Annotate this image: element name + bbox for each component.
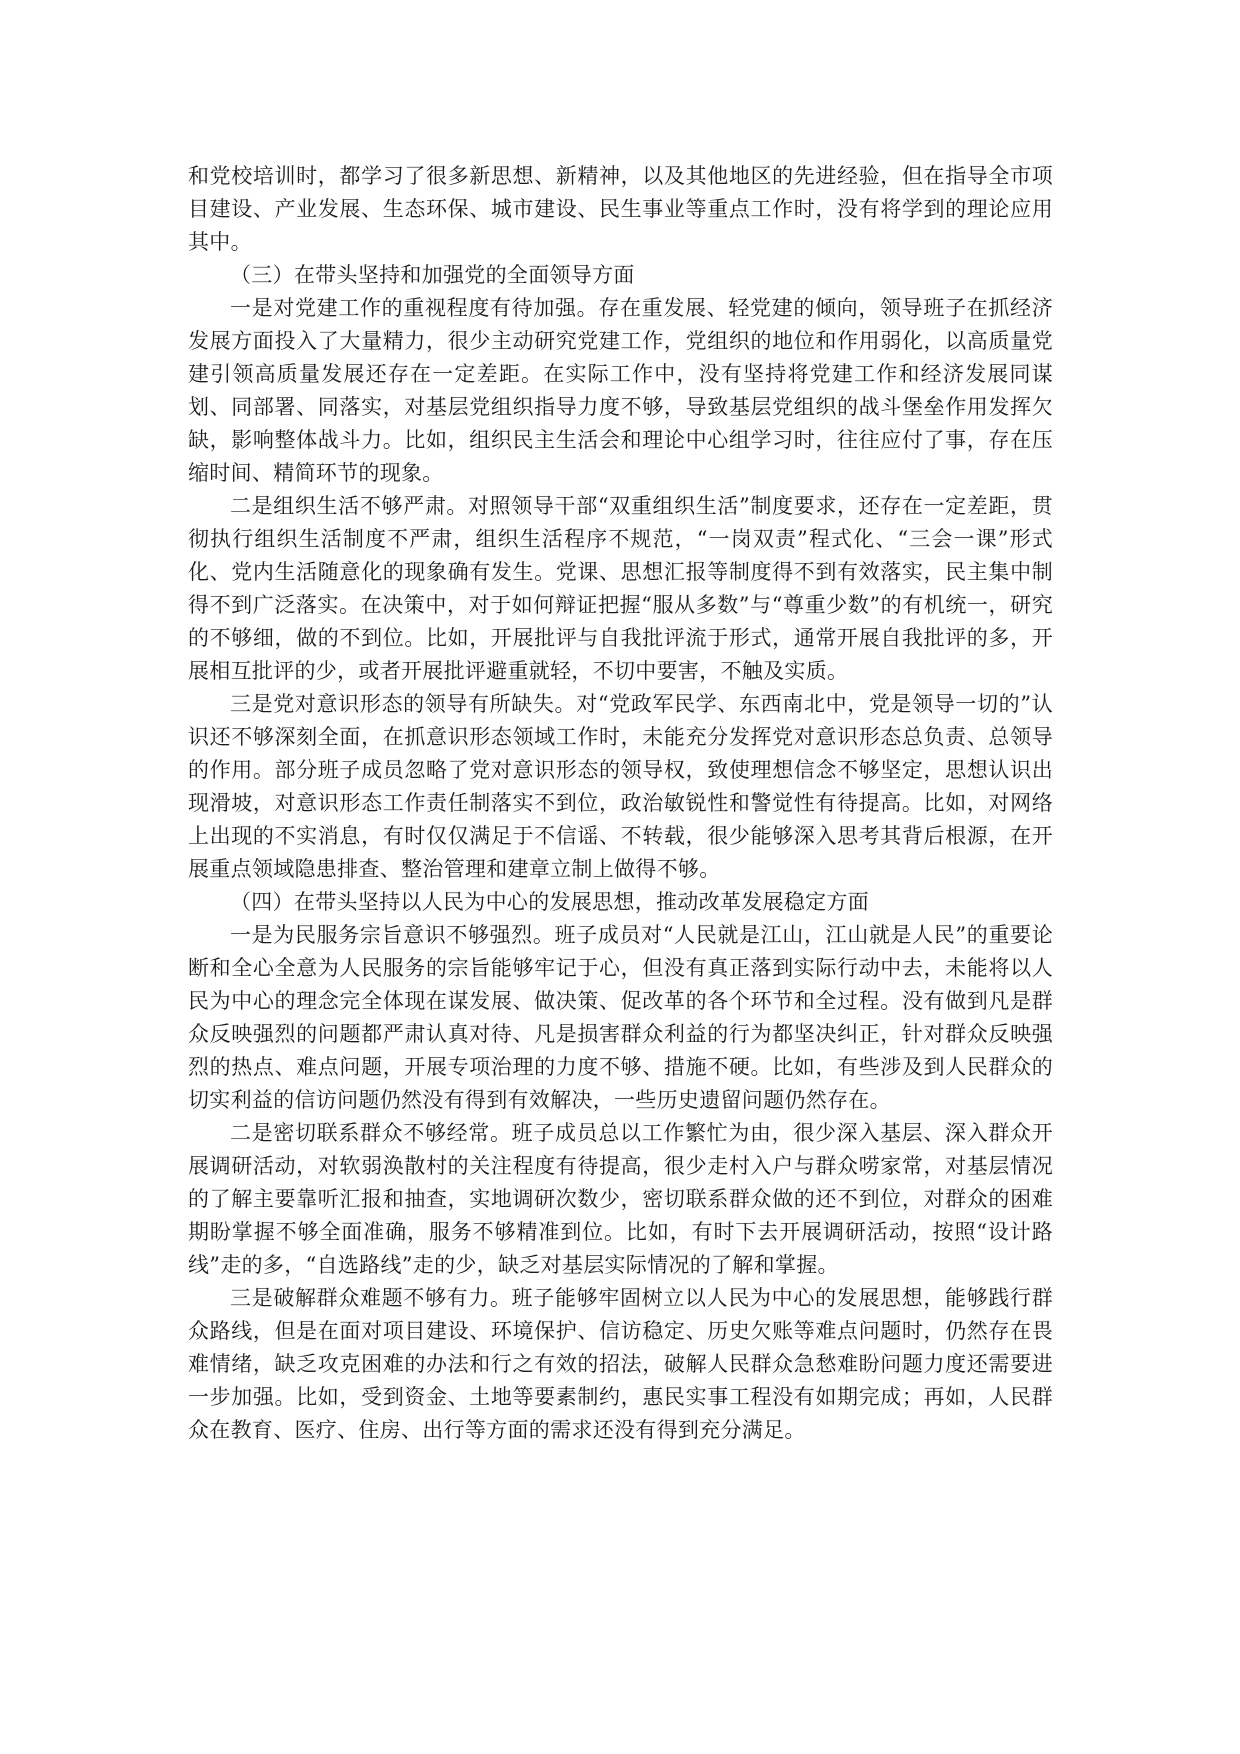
document-page <box>188 160 1053 1447</box>
paragraph-ideology: 三是党对意识形态的领导有所缺失。对“党政军民学、东西南北中，党是领导一切的”认识还不够深刻全面，在抓意识形态领域工作时，未能充分发挥党对意识形态总负责、总领导的作用。部分班子成员忽略了党对意识形态的领导权，致使理想信念不够坚定，思想认识出现滑坡，对意识形态工作责任制落实不到位，政治敏锐性和警觉性有待提高。比如，对网络上出现的不实消息，有时仅仅满足于不信谣、不转载，很少能够深入思考其背后根源，在开展重点领域隐患排查、整治管理和建章立制上做得不够。 <box>188 692 1053 881</box>
paragraph-service-awareness: 一是为民服务宗旨意识不够强烈。班子成员对“人民就是江山，江山就是人民”的重要论断和全心全意为人民服务的宗旨能够牢记于心，但没有真正落到实际行动中去，未能将以人民为中心的理念完全体现在谋发展、做决策、促改革的各个环节和全过程。没有做到凡是群众反映强烈的问题都严肃认真对待、凡是损害群众利益的行为都坚决纠正，针对群众反映强烈的热点、难点问题，开展专项治理的力度不够、措施不硬。比如，有些涉及到人民群众的切实利益的信访问题仍然没有得到有效解决，一些历史遗留问题仍然存在。 <box>188 923 1053 1112</box>
section-heading-4: （四）在带头坚持以人民为中心的发展思想，推动改革发展稳定方面 <box>230 890 869 914</box>
section-heading-3: （三）在带头坚持和加强党的全面领导方面 <box>230 263 635 287</box>
paragraph-party-building: 一是对党建工作的重视程度有待加强。存在重发展、轻党建的倾向，领导班子在抓经济发展方面投入了大量精力，很少主动研究党建工作，党组织的地位和作用弱化，以高质量党建引领高质量发展还存在一定差距。在实际工作中，没有坚持将党建工作和经济发展同谋划、同部署、同落实，对基层党组织指导力度不够，导致基层党组织的战斗堡垒作用发挥欠缺，影响整体战斗力。比如，组织民主生活会和理论中心组学习时，往往应付了事，存在压缩时间、精简环节的现象。 <box>188 296 1053 485</box>
paragraph-contact-masses: 二是密切联系群众不够经常。班子成员总以工作繁忙为由，很少深入基层、深入群众开展调研活动，对软弱涣散村的关注程度有待提高，很少走村入户与群众唠家常，对基层情况的了解主要靠听汇报和抽查，实地调研次数少，密切联系群众做的还不到位，对群众的困难期盼掌握不够全面准确，服务不够精准到位。比如，有时下去开展调研活动，按照“设计路线”走的多，“自选路线”走的少，缺乏对基层实际情况的了解和掌握。 <box>188 1121 1053 1277</box>
paragraph-solve-problems: 三是破解群众难题不够有力。班子能够牢固树立以人民为中心的发展思想，能够践行群众路线，但是在面对项目建设、环境保护、信访稳定、历史欠账等难点问题时，仍然存在畏难情绪，缺乏攻克困难的办法和行之有效的招法，破解人民群众急愁难盼问题力度还需要进一步加强。比如，受到资金、土地等要素制约，惠民实事工程没有如期完成；再如，人民群众在教育、医疗、住房、出行等方面的需求还没有得到充分满足。 <box>188 1286 1053 1442</box>
paragraph-organizational-life: 二是组织生活不够严肃。对照领导干部“双重组织生活”制度要求，还存在一定差距，贯彻执行组织生活制度不严肃，组织生活程序不规范，“一岗双责”程式化、“三会一课”形式化、党内生活随意化的现象确有发生。党课、思想汇报等制度得不到有效落实，民主集中制得不到广泛落实。在决策中，对于如何辩证把握“服从多数”与“尊重少数”的有机统一，研究的不够细，做的不到位。比如，开展批评与自我批评流于形式，通常开展自我批评的多，开展相互批评的少，或者开展批评避重就轻，不切中要害，不触及实质。 <box>188 494 1053 683</box>
paragraph-continuation: 和党校培训时，都学习了很多新思想、新精神，以及其他地区的先进经验，但在指导全市项目建设、产业发展、生态环保、城市建设、民生事业等重点工作时，没有将学到的理论应用其中。 <box>188 164 1053 254</box>
